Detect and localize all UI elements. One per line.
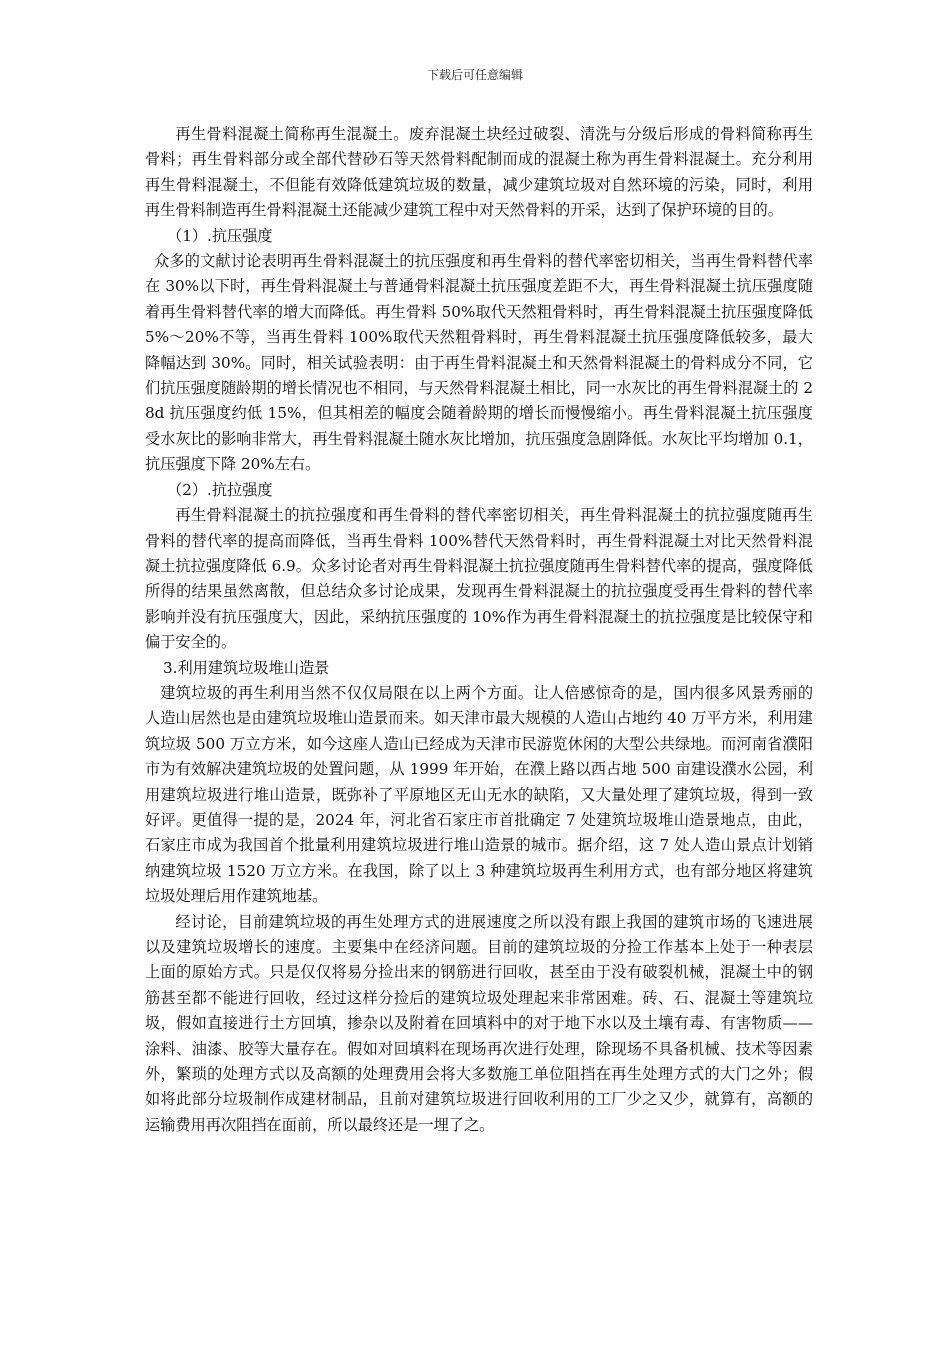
paragraph-compressive: 众多的文献讨论表明再生骨料混凝土的抗压强度和再生骨料的替代率密切相关，当再生骨料替代率在 30%以下时，再生骨料混凝土与普通骨料混凝土抗压强度差距不大，再生骨料混凝土抗压强度随着再生骨料替代率的增大而降低。再生骨料 50%取代天然粗骨料时，再生骨料混凝土抗压强度降低 5%～20%不等，当再生骨料 100%取代天然粗骨料时，再生骨料混凝土抗压强度降低较多，最大降幅达到 30%。同时，相关试验表明：由于再生骨料混凝土和天然骨料混凝土的骨料成分不同，它们抗压强度随龄期的增长情况也不相同，与天然骨料混凝土相比，同一水灰比的再生骨料混凝土的 28d 抗压强度约低 15%，但其相差的幅度会随着龄期的增长而慢慢缩小。再生骨料混凝土抗压强度受水灰比的影响非常大，再生骨料混凝土随水灰比增加，抗压强度急剧降低。水灰比平均增加 0.1，抗压强度下降 20%左右。 (145, 252, 813, 474)
section-heading-landscaping: 3.利用建筑垃圾堆山造景 (163, 658, 330, 677)
section-heading-tensile: （2）.抗拉强度 (167, 480, 273, 499)
paragraph-tensile: 再生骨料混凝土的抗拉强度和再生骨料的替代率密切相关，再生骨料混凝土的抗拉强度随再生骨料的替代率的提高而降低，当再生骨料 100%替代天然骨料时，再生骨料混凝土对比天然骨料混凝土抗拉强度降低 6.9。众多讨论者对再生骨料混凝土抗拉强度随再生骨料替代率的提高，强度降低所得的结果虽然离散，但总结众多讨论成果，发现再生骨料混凝土的抗拉强度受再生骨料的替代率影响并没有抗压强度大，因此，采纳抗压强度的 10%作为再生骨料混凝土的抗拉强度是比较保守和偏于安全的。 (145, 506, 813, 652)
paragraph-intro: 再生骨料混凝土简称再生混凝土。废弃混凝土块经过破裂、清洗与分级后形成的骨料简称再生骨料；再生骨料部分或全部代替砂石等天然骨料配制而成的混凝土称为再生骨料混凝土。充分利用再生骨料混凝土，不但能有效降低建筑垃圾的数量，减少建筑垃圾对自然环境的污染，同时，利用再生骨料制造再生骨料混凝土还能减少建筑工程中对天然骨料的开采，达到了保护环境的目的。 (145, 125, 813, 220)
document-body (145, 122, 813, 1138)
page-header: 下载后可任意编辑 (426, 68, 523, 82)
paragraph-landscaping: 建筑垃圾的再生利用当然不仅仅局限在以上两个方面。让人倍感惊奇的是，国内很多风景秀丽的人造山居然也是由建筑垃圾堆山造景而来。如天津市最大规模的人造山占地约 40 万平方米，利用建筑垃圾 500 万立方米，如今这座人造山已经成为天津市民游览休闲的大型公共绿地。而河南省濮阳市为有效解决建筑垃圾的处置问题，从 1999 年开始，在濮上路以西占地 500 亩建设濮水公园，利用建筑垃圾进行堆山造景，既弥补了平原地区无山无水的缺陷，又大量处理了建筑垃圾，得到一致好评。更值得一提的是，2024 年，河北省石家庄市首批确定 7 处建筑垃圾堆山造景地点，由此，石家庄市成为我国首个批量利用建筑垃圾进行堆山造景的城市。据介绍，这 7 处人造山景点计划销纳建筑垃圾 1520 万立方米。在我国，除了以上 3 种建筑垃圾再生利用方式，也有部分地区将建筑垃圾处理后用作建筑地基。 (145, 683, 813, 906)
section-heading-compressive: （1）.抗压强度 (167, 226, 273, 245)
paragraph-conclusion: 经讨论，目前建筑垃圾的再生处理方式的进展速度之所以没有跟上我国的建筑市场的飞速进展以及建筑垃圾增长的速度。主要集中在经济问题。目前的建筑垃圾的分捡工作基本上处于一种表层上面的原始方式。只是仅仅将易分捡出来的钢筋进行回收，甚至由于没有破裂机械，混凝土中的钢筋甚至都不能进行回收，经过这样分捡后的建筑垃圾处理起来非常困难。砖、石、混凝土等建筑垃圾，假如直接进行土方回填，掺杂以及附着在回填料中的对于地下水以及土壤有毒、有害物质——涂料、油漆、胶等大量存在。假如对回填料在现场再次进行处理，除现场不具备机械、技术等因素外，繁琐的处理方式以及高额的处理费用会将大多数施工单位阻挡在再生处理方式的大门之外；假如将此部分垃圾制作成建材制品，且前对建筑垃圾进行回收利用的工厂少之又少，就算有，高额的运输费用再次阻挡在面前，所以最终还是一埋了之。 (145, 912, 813, 1134)
